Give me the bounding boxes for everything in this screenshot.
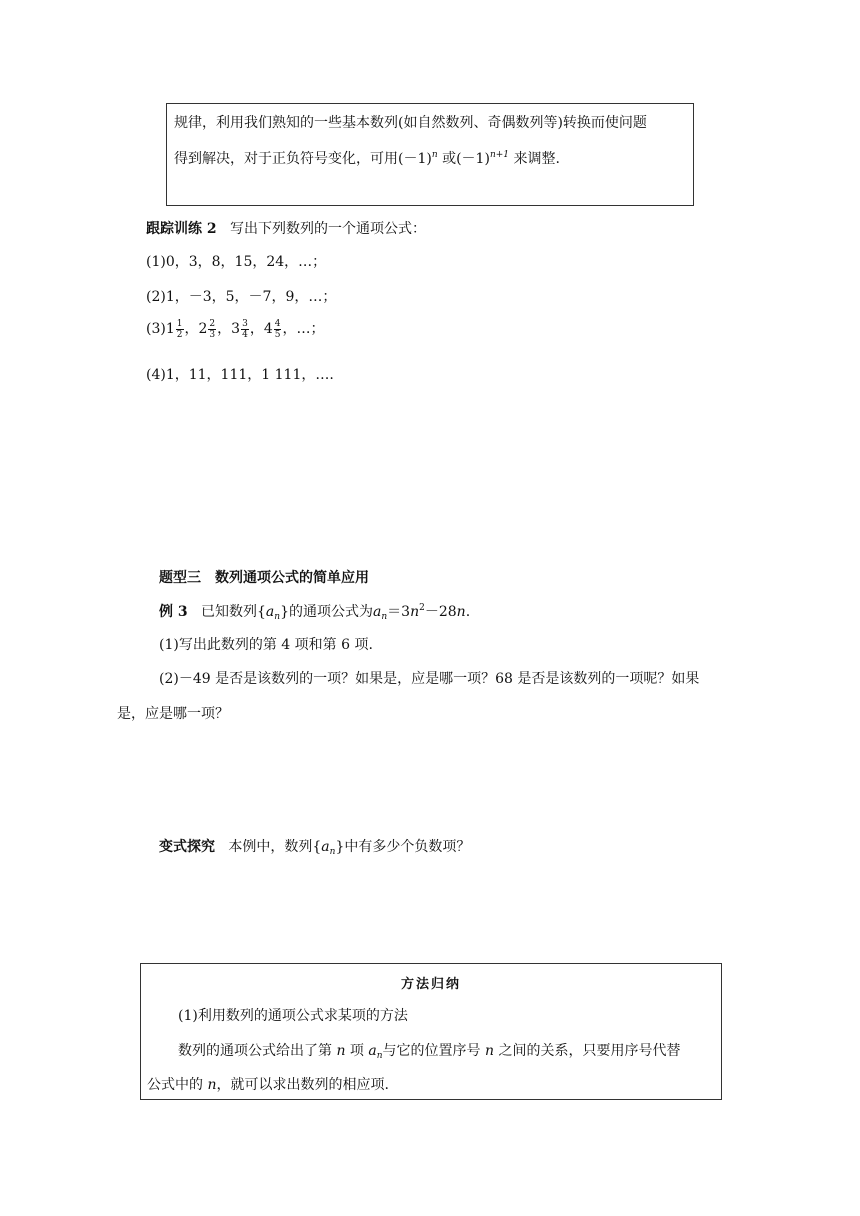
rule-line-2: 得到解决，对于正负符号变化，可用$(-1)^n$ 或$(-1)^{n+1}$ 来调整. bbox=[174, 150, 560, 167]
variant-question: 变式探究 本例中，数列$\{a_n\}$中有多少个负数项？ bbox=[159, 839, 471, 857]
fraction: $\frac{3}{4}$ bbox=[242, 318, 248, 340]
method-line-1: (1)利用数列的通项公式求某项的方法 bbox=[178, 1008, 408, 1024]
method-line-3: 公式中的 n，就可以求出数列的相应项. bbox=[147, 1077, 389, 1093]
training-item-4: (4)1，11，111，1 111，…. bbox=[146, 367, 334, 383]
question-2-line-2: 是，应是哪一项？ bbox=[117, 706, 229, 722]
training-item-1: (1)0，3，8，15，24，…； bbox=[146, 254, 327, 270]
fraction: $\frac{1}{2}$ bbox=[176, 318, 183, 340]
question-2-line-1: (2)－49 是否是该数列的一项？如果是，应是哪一项？68 是否是该数列的一项呢？如果 bbox=[159, 671, 700, 687]
training-item-3: (3)1 $\frac{1}{2}$ ，2 $\frac{2}{3}$ ，3 $\frac{3}{4}$ ，4 $\frac{4}{5}$ ，…； bbox=[146, 318, 325, 340]
example-3: 例 3 已知数列$\{a_n\}$的通项公式为$a_n=3n^2-28n$. bbox=[159, 603, 471, 622]
fraction: $\frac{4}{5}$ bbox=[274, 318, 281, 340]
method-title: 方法归纳 bbox=[400, 977, 461, 992]
section-title: 题型三 数列通项公式的简单应用 bbox=[159, 570, 369, 586]
rule-line-1: 规律，利用我们熟知的一些基本数列(如自然数列、奇偶数列等)转换而使问题 bbox=[174, 115, 647, 131]
method-line-2: 数列的通项公式给出了第 n 项 $a_n$与它的位置序号 n 之间的关系，只要用序号代替 bbox=[178, 1043, 681, 1061]
training-heading: 跟踪训练 2 写出下列数列的一个通项公式： bbox=[146, 221, 426, 237]
fraction: $\frac{2}{3}$ bbox=[209, 318, 216, 340]
question-1: (1)写出此数列的第 4 项和第 6 项. bbox=[159, 637, 373, 653]
training-item-2: (2)1，－3，5，－7，9，…； bbox=[146, 289, 337, 305]
